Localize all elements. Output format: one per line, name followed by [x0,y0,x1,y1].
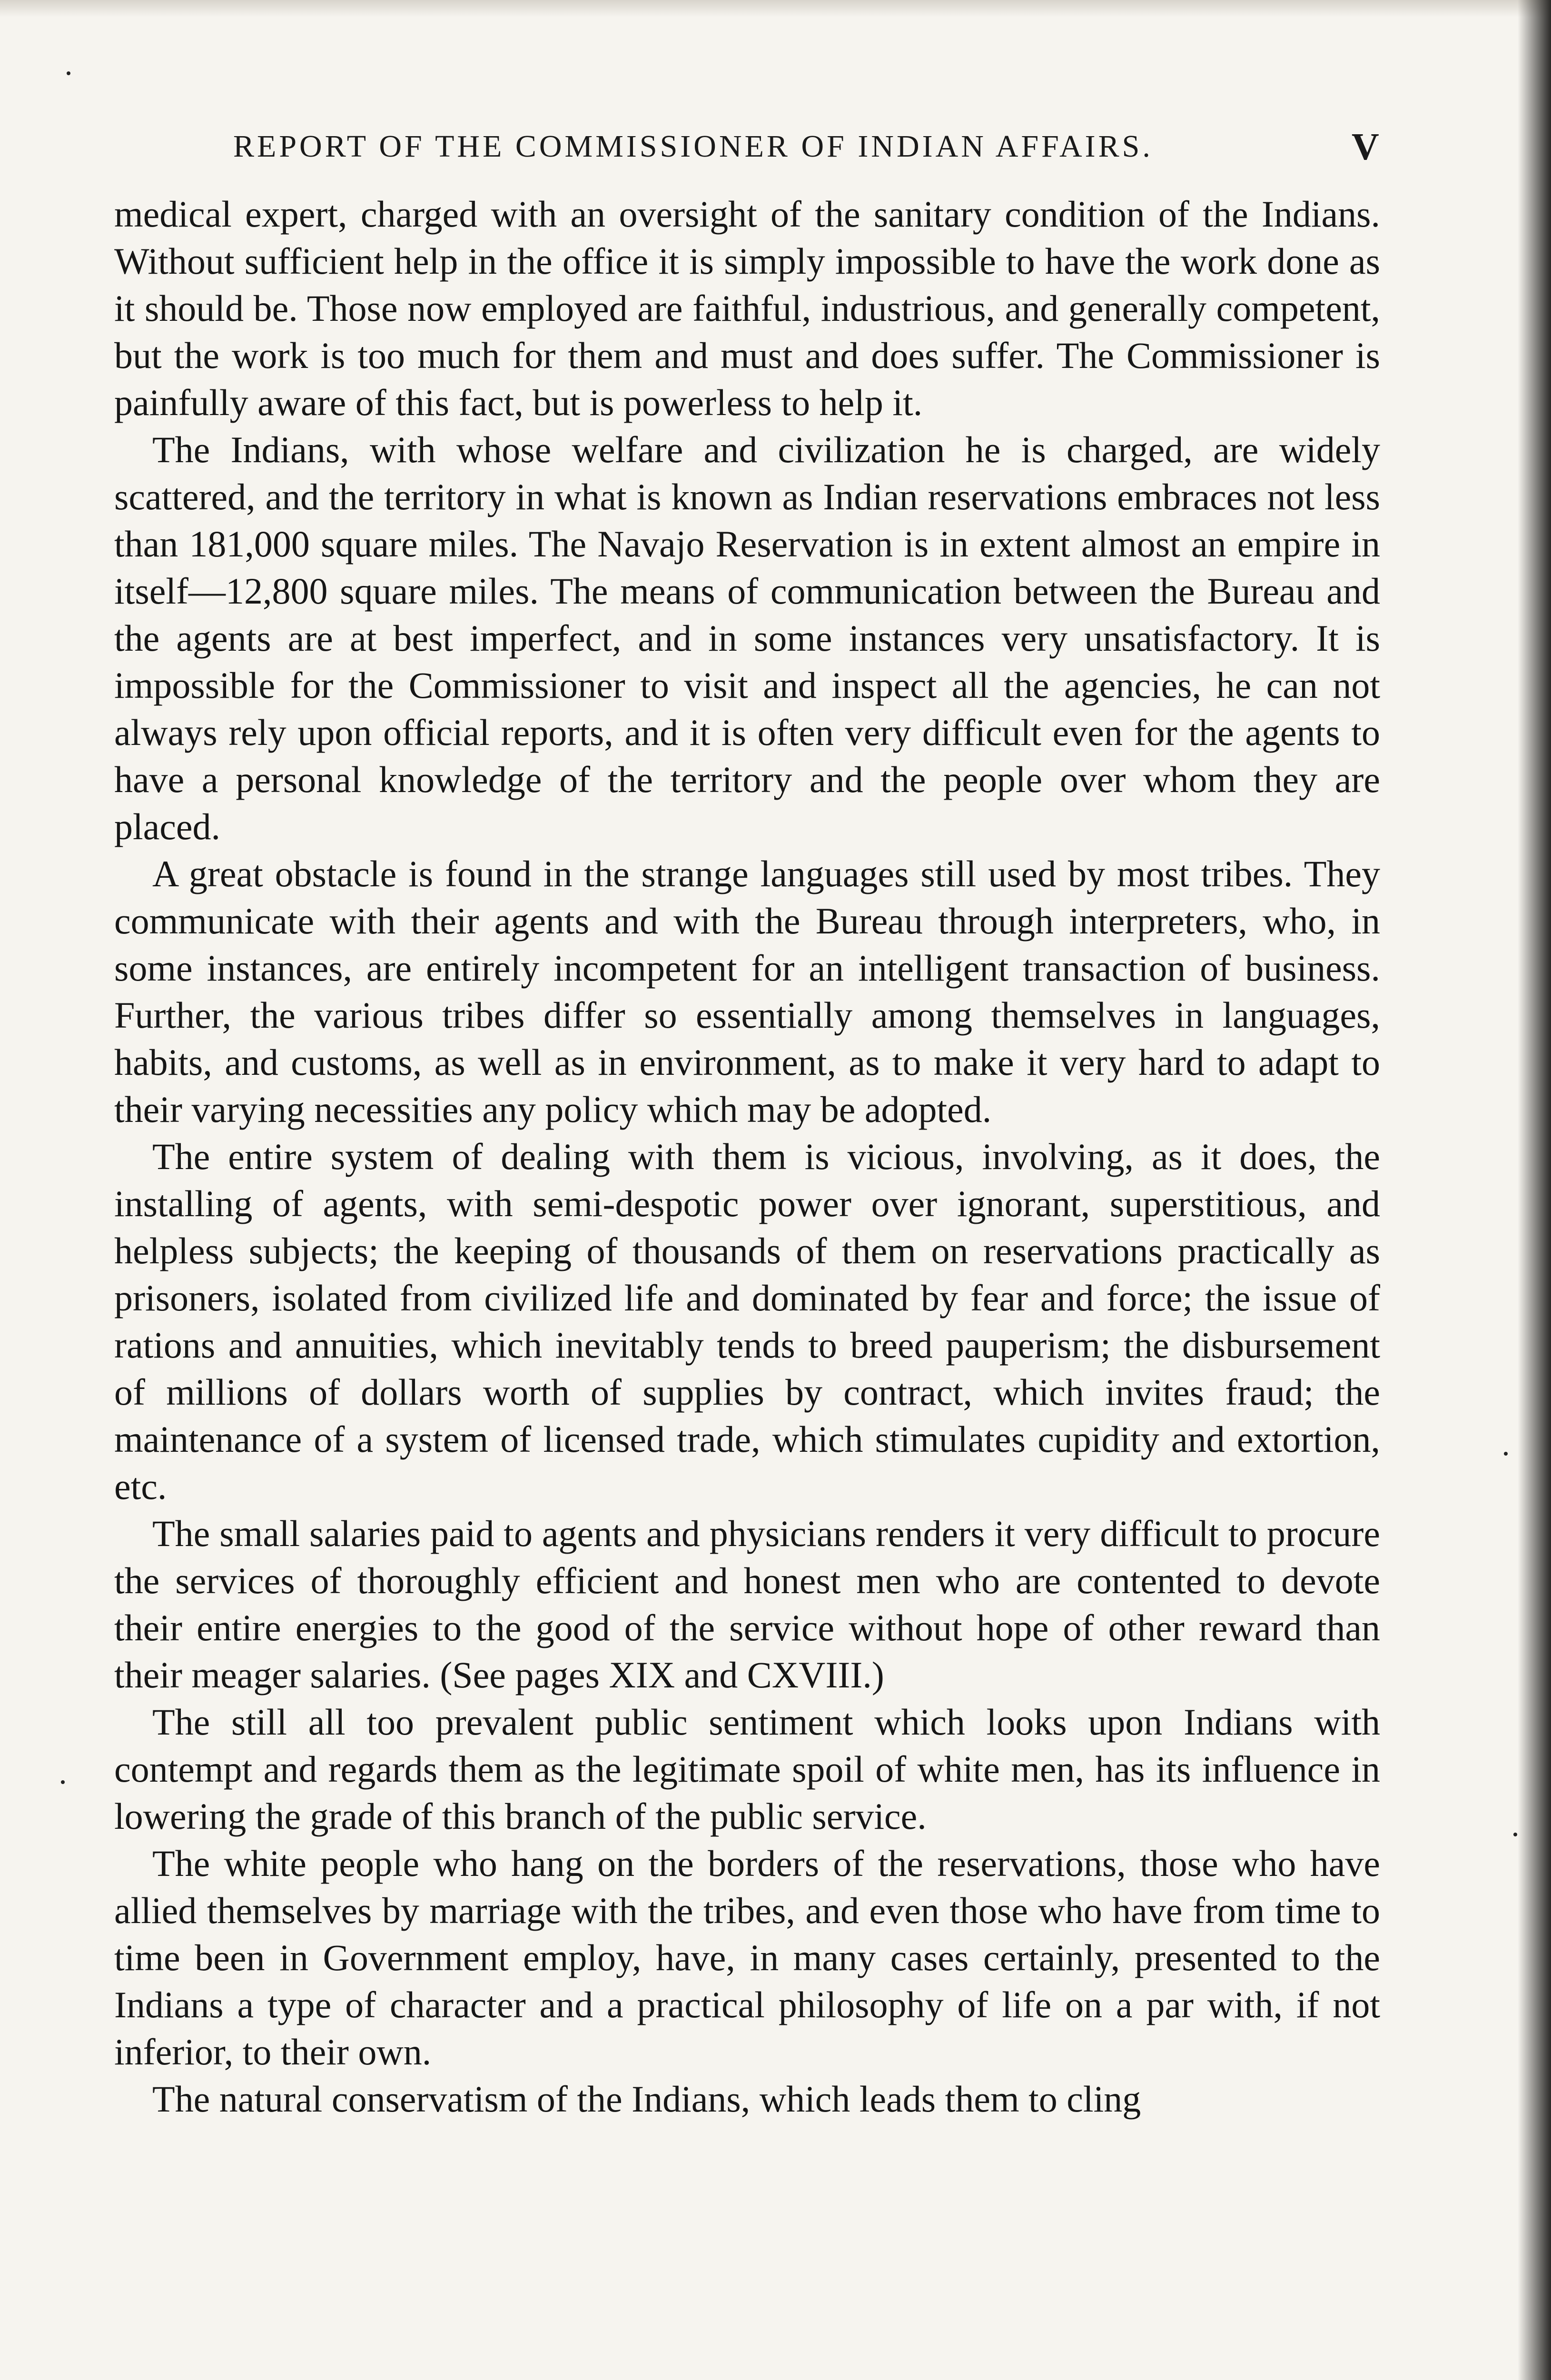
scan-speck [61,1780,65,1784]
scan-speck [67,71,70,75]
scan-speck [1504,1452,1508,1456]
paragraph-4: The entire system of dealing with them is vicious, involving, as it does, the installing of agents, with semi-despotic power over ignorant, superstitious, and helpless subjects; the keeping of thousands of them on reservations practically as prisoners, isolated from civilized life and dominated by fear and force; the issue of rations and annuities, which inevitably tends to breed pauperism; the disbursement of millions of dollars worth of supplies by contract, which invites fraud; the maintenance of a system of licensed trade, which stimulates cupidity and extortion, etc. [114,1136,1380,1507]
paragraph-1: medical expert, charged with an oversight of the sanitary condition of the Indians. Without sufficient help in the office it is simply impossible to have the work done as it should be. Those now employed are faithful, industrious, and generally competent, but the work is too much for them and must and does suffer. The Commissioner is painfully aware of this fact, but is powerless to help it. [114,193,1380,423]
paragraph-6: The still all too prevalent public sentiment which looks upon Indians with contempt and regards them as the legitimate spoil of white men, has its influence in lowering the grade of this branch of the public service. [114,1701,1380,1837]
body-text [114,190,1380,2122]
paragraph-8: The natural conservatism of the Indians, which leads them to cling [152,2078,1141,2120]
running-head: REPORT OF THE COMMISSIONER OF INDIAN AFFAIRS. [233,129,1153,164]
paragraph-7: The white people who hang on the borders of the reservations, those who have allied themselves by marriage with the tribes, and even those who have from time to time been in Government employ, have, in many cases certainly, presented to the Indians a type of character and a practical philosophy of life on a par with, if not inferior, to their own. [114,1843,1380,2073]
paragraph-5: The small salaries paid to agents and physicians renders it very difficult to procure the services of thoroughly efficient and honest men who are contented to devote their entire energies to the good of the service without hope of other reward than their meager salaries. (See pages XIX and CXVIII.) [114,1513,1380,1696]
paragraph-3: A great obstacle is found in the strange languages still used by most tribes. They communicate with their agents and with the Bureau through interpreters, who, in some instances, are entirely incompetent for an intelligent transaction of business. Further, the various tribes differ so essentially among themselves in languages, habits, and customs, as well as in environment, as to make it very hard to adapt to their varying necessities any policy which may be adopted. [114,853,1380,1130]
scan-speck [1513,1833,1517,1836]
page-header [233,126,1452,171]
paragraph-2: The Indians, with whose welfare and civilization he is charged, are widely scattered, and the territory in what is known as Indian reservations embraces not less than 181,000 square miles. The Navajo Reservation is in extent almost an empire in itself—12,800 square miles. The means of communication between the Bureau and the agents are at best imperfect, and in some instances very unsatisfactory. It is impossible for the Commissioner to visit and inspect all the agencies, he can not always rely upon official reports, and it is often very difficult even for the agents to have a personal knowledge of the territory and the people over whom they are placed. [114,429,1380,847]
scan-top-shadow [0,0,1551,17]
page-number: V [1352,126,1379,168]
scan-right-shadow [1518,0,1551,2380]
